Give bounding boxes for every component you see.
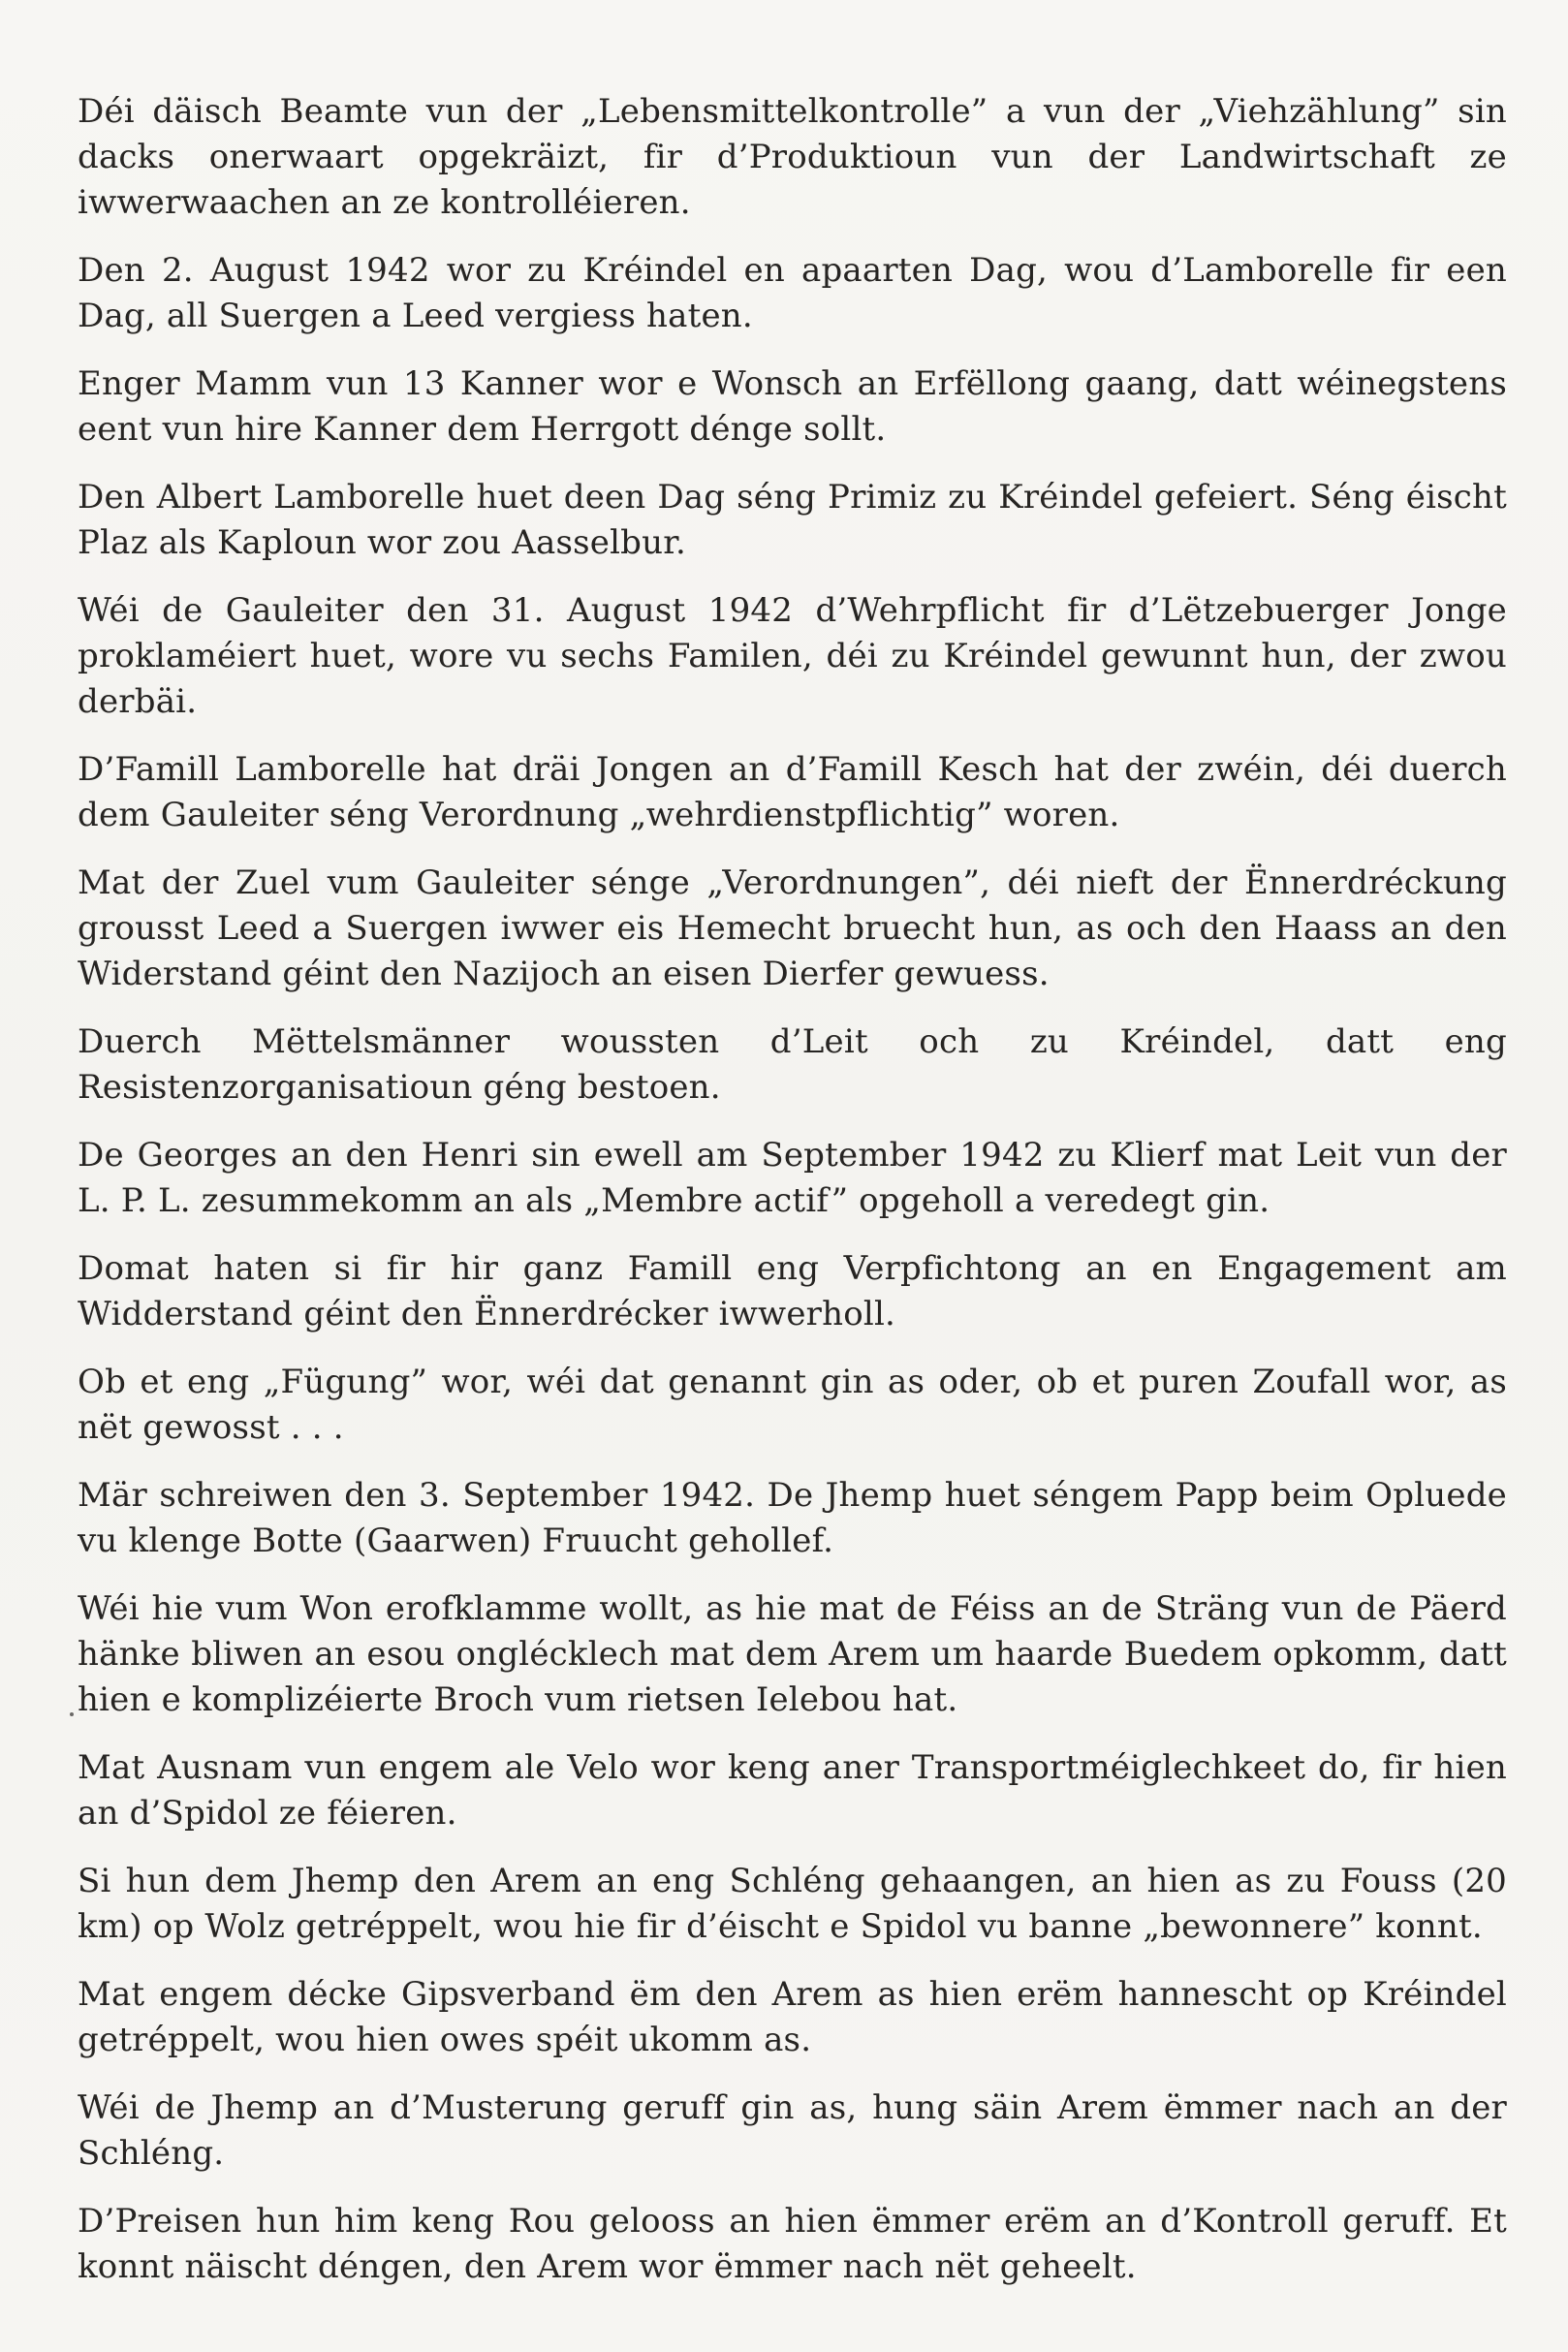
- paragraph-17: Wéi de Jhemp an d’Musterung geruff gin as, hung säin Arem ëmmer nach an der Schléng.: [78, 2088, 1507, 2173]
- paragraph-5: Wéi de Gauleiter den 31. August 1942 d’Wehrpflicht fir d’Lëtzebuerger Jonge proklaméiert huet, wore vu sechs Familen, déi zu Kréindel gewunnt hun, der zwou derbäi.: [78, 591, 1507, 721]
- paragraph-9: De Georges an den Henri sin ewell am September 1942 zu Klierf mat Leit vun der L. P. L. zesummekomm an als „Membre actif” opgeholl a veredegt gin.: [78, 1136, 1507, 1220]
- paragraph-14: Mat Ausnam vun engem ale Velo wor keng aner Transportméiglechkeet do, fir hien an d’Spidol ze féieren.: [78, 1748, 1507, 1833]
- paragraph-8: Duerch Mëttelsmänner woussten d’Leit och zu Kréindel, datt eng Resistenzorganisatioun géng bestoen.: [78, 1022, 1507, 1107]
- paragraph-11: Ob et eng „Fügung” wor, wéi dat genannt gin as oder, ob et puren Zoufall wor, as nët gewosst . . .: [78, 1363, 1507, 1447]
- paragraph-2: Den 2. August 1942 wor zu Kréindel en apaarten Dag, wou d’Lamborelle fir een Dag, all Suergen a Leed vergiess haten.: [78, 251, 1507, 335]
- paragraph-16: Mat engem décke Gipsverband ëm den Arem as hien erëm hannescht op Kréindel getréppelt, wou hien owes spéit ukomm as.: [78, 1975, 1507, 2059]
- paragraph-6: D’Famill Lamborelle hat dräi Jongen an d’Famill Kesch hat der zwéin, déi duerch dem Gauleiter séng Verordnung „wehrdienstpflichtig” woren.: [78, 750, 1507, 834]
- paragraph-12: Mär schreiwen den 3. September 1942. De Jhemp huet séngem Papp beim Opluede vu klenge Botte (Gaarwen) Fruucht gehollef.: [78, 1476, 1507, 1560]
- paragraph-13: Wéi hie vum Won erofklamme wollt, as hie mat de Féiss an de Sträng vun de Päerd hänke bliwen an esou onglécklech mat dem Arem um haarde Buedem opkomm, datt hien e komplizéierte Broch vum rietsen Ielebou hat.: [78, 1589, 1507, 1719]
- body-text: [78, 89, 1507, 2290]
- paragraph-15: Si hun dem Jhemp den Arem an eng Schléng gehaangen, an hien as zu Fouss (20 km) op Wolz getréppelt, wou hie fir d’éischt e Spidol vu banne „bewonnere” konnt.: [78, 1862, 1507, 1946]
- paragraph-1: Déi däisch Beamte vun der „Lebensmittelkontrolle” a vun der „Viehzählung” sin dacks onerwaart opgekräizt, fir d’Produktioun vun der Landwirtschaft ze iwwerwaachen an ze kontrolléieren.: [78, 92, 1507, 222]
- paragraph-4: Den Albert Lamborelle huet deen Dag séng Primiz zu Kréindel gefeiert. Séng éischt Plaz als Kaploun wor zou Aasselbur.: [78, 478, 1507, 562]
- margin-speck: [70, 1712, 74, 1716]
- paragraph-7: Mat der Zuel vum Gauleiter sénge „Verordnungen”, déi nieft der Ënnerdréckung grousst Leed a Suergen iwwer eis Hemecht bruecht hun, as och den Haass an den Widerstand géint den Nazijoch an eisen Dierfer gewuess.: [78, 863, 1507, 993]
- paragraph-3: Enger Mamm vun 13 Kanner wor e Wonsch an Erfëllong gaang, datt wéinegstens eent vun hire Kanner dem Herrgott dénge sollt.: [78, 364, 1507, 449]
- paragraph-18: D’Preisen hun him keng Rou gelooss an hien ëmmer erëm an d’Kontroll geruff. Et konnt näischt déngen, den Arem wor ëmmer nach nët geheelt.: [78, 2202, 1507, 2286]
- paragraph-10: Domat haten si fir hir ganz Famill eng Verpfichtong an en Engagement am Widderstand géint den Ënnerdrécker iwwerholl.: [78, 1249, 1507, 1333]
